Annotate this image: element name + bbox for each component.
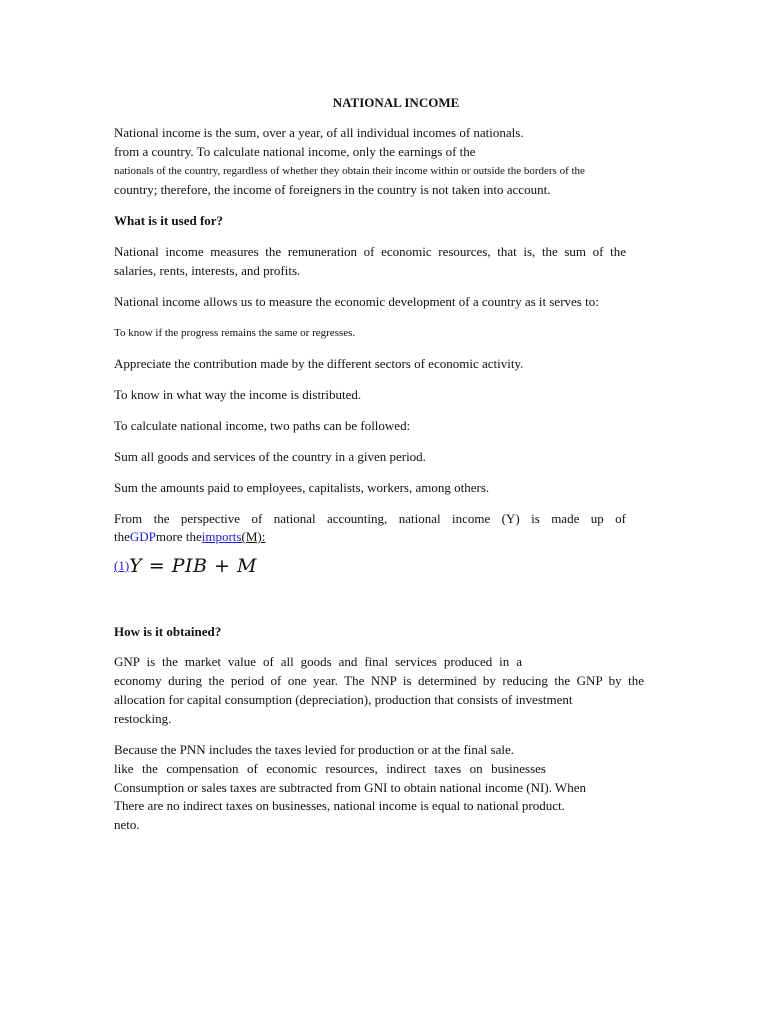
uses-item-distribution: To know in what way the income is distributed. [114,387,362,402]
obtained-paragraph-1-line-3: allocation for capital consumption (depreciation), production that consists of investment [114,692,573,707]
text-more-the: more the [155,529,202,544]
intro-line-2: from a country. To calculate national income, only the earnings of the [114,144,476,159]
obtained-paragraph-2-line-3: Consumption or sales taxes are subtracted from GNI to obtain national income (NI). When [114,780,586,795]
uses-paths-intro: To calculate national income, two paths can be followed: [114,418,411,433]
obtained-paragraph-2-line-4: There are no indirect taxes on businesses, national income is equal to national product. [114,798,565,813]
obtained-paragraph-2-line-1: Because the PNN includes the taxes levied for production or at the final sale. [114,742,514,757]
page-title: NATIONAL INCOME [332,95,460,110]
footnote-ref-link[interactable]: (1) [114,558,130,573]
section-heading-uses: What is it used for? [114,213,224,228]
section-heading-obtained: How is it obtained? [114,624,222,639]
accounting-paragraph-line-2 [114,529,265,545]
uses-path-1: Sum all goods and services of the country in a given period. [114,449,426,464]
obtained-paragraph-1-line-1: GNP is the market value of all goods and final services produced in a [114,654,522,669]
gdp-link[interactable]: GDP [129,529,156,544]
intro-line-3: nationals of the country, regardless of whether they obtain their income within or outside the borders of the [114,165,585,177]
intro-line-4: country; therefore, the income of foreigners in the country is not taken into account. [114,182,551,197]
formula-equation: Y = PIB + M [129,555,257,577]
obtained-paragraph-2-line-5: neto. [114,817,140,832]
uses-item-progress: To know if the progress remains the same or regresses. [114,327,356,339]
text-the: the [114,529,130,544]
uses-paragraph-2: National income allows us to measure the economic development of a country as it serves to: [114,294,599,309]
obtained-paragraph-2-line-2: like the compensation of economic resources, indirect taxes on businesses [114,761,546,776]
accounting-paragraph-line-1: From the perspective of national accounting, national income (Y) is made up of [114,511,626,526]
text-m: (M): [241,529,266,544]
uses-path-2: Sum the amounts paid to employees, capitalists, workers, among others. [114,480,490,495]
uses-paragraph-1-line-1: National income measures the remuneration of economic resources, that is, the sum of the [114,244,626,259]
imports-link[interactable]: imports [201,529,242,544]
intro-line-1: National income is the sum, over a year, of all individual incomes of nationals. [114,125,524,140]
uses-item-contribution: Appreciate the contribution made by the different sectors of economic activity. [114,356,524,371]
formula-block [114,555,257,577]
uses-paragraph-1-line-2: salaries, rents, interests, and profits. [114,263,301,278]
obtained-paragraph-1-line-2: economy during the period of one year. The NNP is determined by reducing the GNP by the [114,673,644,688]
obtained-paragraph-1-line-4: restocking. [114,711,172,726]
